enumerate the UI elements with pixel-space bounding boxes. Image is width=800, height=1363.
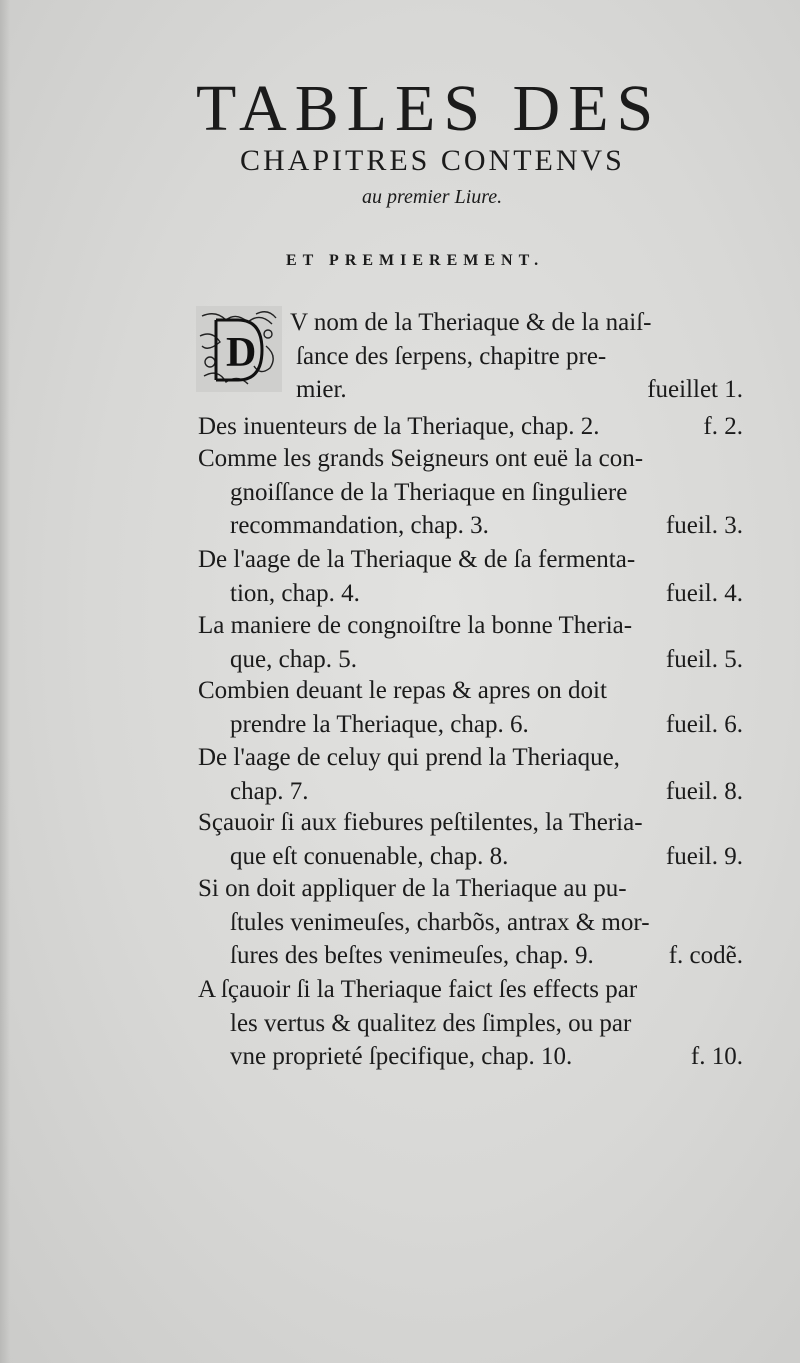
entry-line: Combien deuant le repas & apres on doit [198,677,607,704]
folio-reference: fueil. 4. [665,579,743,607]
page-subsubtitle: au premier Liure. [362,186,503,208]
entry-line: chap. 7. fueil. 8. [198,775,743,809]
entry-line: ſures des beſtes venimeuſes, chap. 9. f. codẽ. [198,939,743,973]
toc-entry-8 [198,806,743,873]
entry-line: les vertus & qualitez des ſimples, ou par [230,1009,632,1037]
toc-entry-3 [198,442,743,543]
entry-line: prendre la Theriaque, chap. 6. fueil. 6. [198,708,743,742]
entry-line: Si on doit appliquer de la Theriaque au pu- [198,875,627,902]
entry-line: V nom de la Theriaque & de la naiſ- [290,309,652,336]
entry-line: ſance des ſerpens, chapitre pre- [296,342,607,370]
toc-entry-4 [198,543,743,610]
entry-line: Des inuenteurs de la Theriaque, chap. 2. f. 2. [198,410,743,444]
toc-entry-9 [198,872,743,973]
entry-line: Comme les grands Seigneurs ont euë la con- [198,445,644,472]
folio-reference: fueil. 3. [665,512,743,539]
entry-line: La maniere de congnoiſtre la bonne Theria- [198,612,633,639]
entry-line: Sçauoir ſi aux fiebures peſtilentes, la Theria- [198,809,643,836]
section-heading: ET PREMIEREMENT. [286,252,545,269]
toc-entry-6 [198,674,743,741]
toc-entry-7 [198,741,743,808]
entry-line: De l'aage de la Theriaque & de ſa fermenta- [198,546,636,573]
toc-entry-2 [198,410,743,444]
svg-text:D: D [226,330,257,376]
folio-reference: fueil. 6. [665,710,743,738]
entry-line: A ſçauoir ſi la Theriaque faict ſes effects par [198,976,638,1003]
entry-line: vne proprieté ſpecifique, chap. 10. f. 10. [198,1040,743,1074]
entry-line: mier. fueillet 1. [198,373,743,407]
folio-reference: fueil. 5. [665,645,743,673]
folio-reference: f. codẽ. [668,942,743,969]
page-subtitle: CHAPITRES CONTENVS [240,144,625,177]
entry-line: que eſt conuenable, chap. 8. fueil. 9. [198,840,743,874]
page-fold-shadow [0,0,10,1363]
folio-reference: fueil. 9. [665,842,743,870]
entry-line: recommandation, chap. 3. fueil. 3. [198,509,743,543]
entry-line: De l'aage de celuy qui prend la Theriaque, [198,744,620,771]
toc-entry-10 [198,973,743,1074]
entry-line: ſtules venimeuſes, charbõs, antrax & mor- [230,908,650,936]
page-title: TABLES DES [196,72,662,145]
entry-line: gnoiſſance de la Theriaque en ſinguliere [230,478,628,506]
folio-reference: fueil. 8. [665,777,743,805]
folio-reference: fueillet 1. [647,376,743,403]
entry-line: que, chap. 5. fueil. 5. [198,643,743,677]
toc-entry-1 [198,306,743,407]
toc-entry-5 [198,609,743,676]
entry-line: tion, chap. 4. fueil. 4. [198,577,743,611]
folio-reference: f. 2. [703,413,743,440]
folio-reference: f. 10. [690,1043,743,1070]
